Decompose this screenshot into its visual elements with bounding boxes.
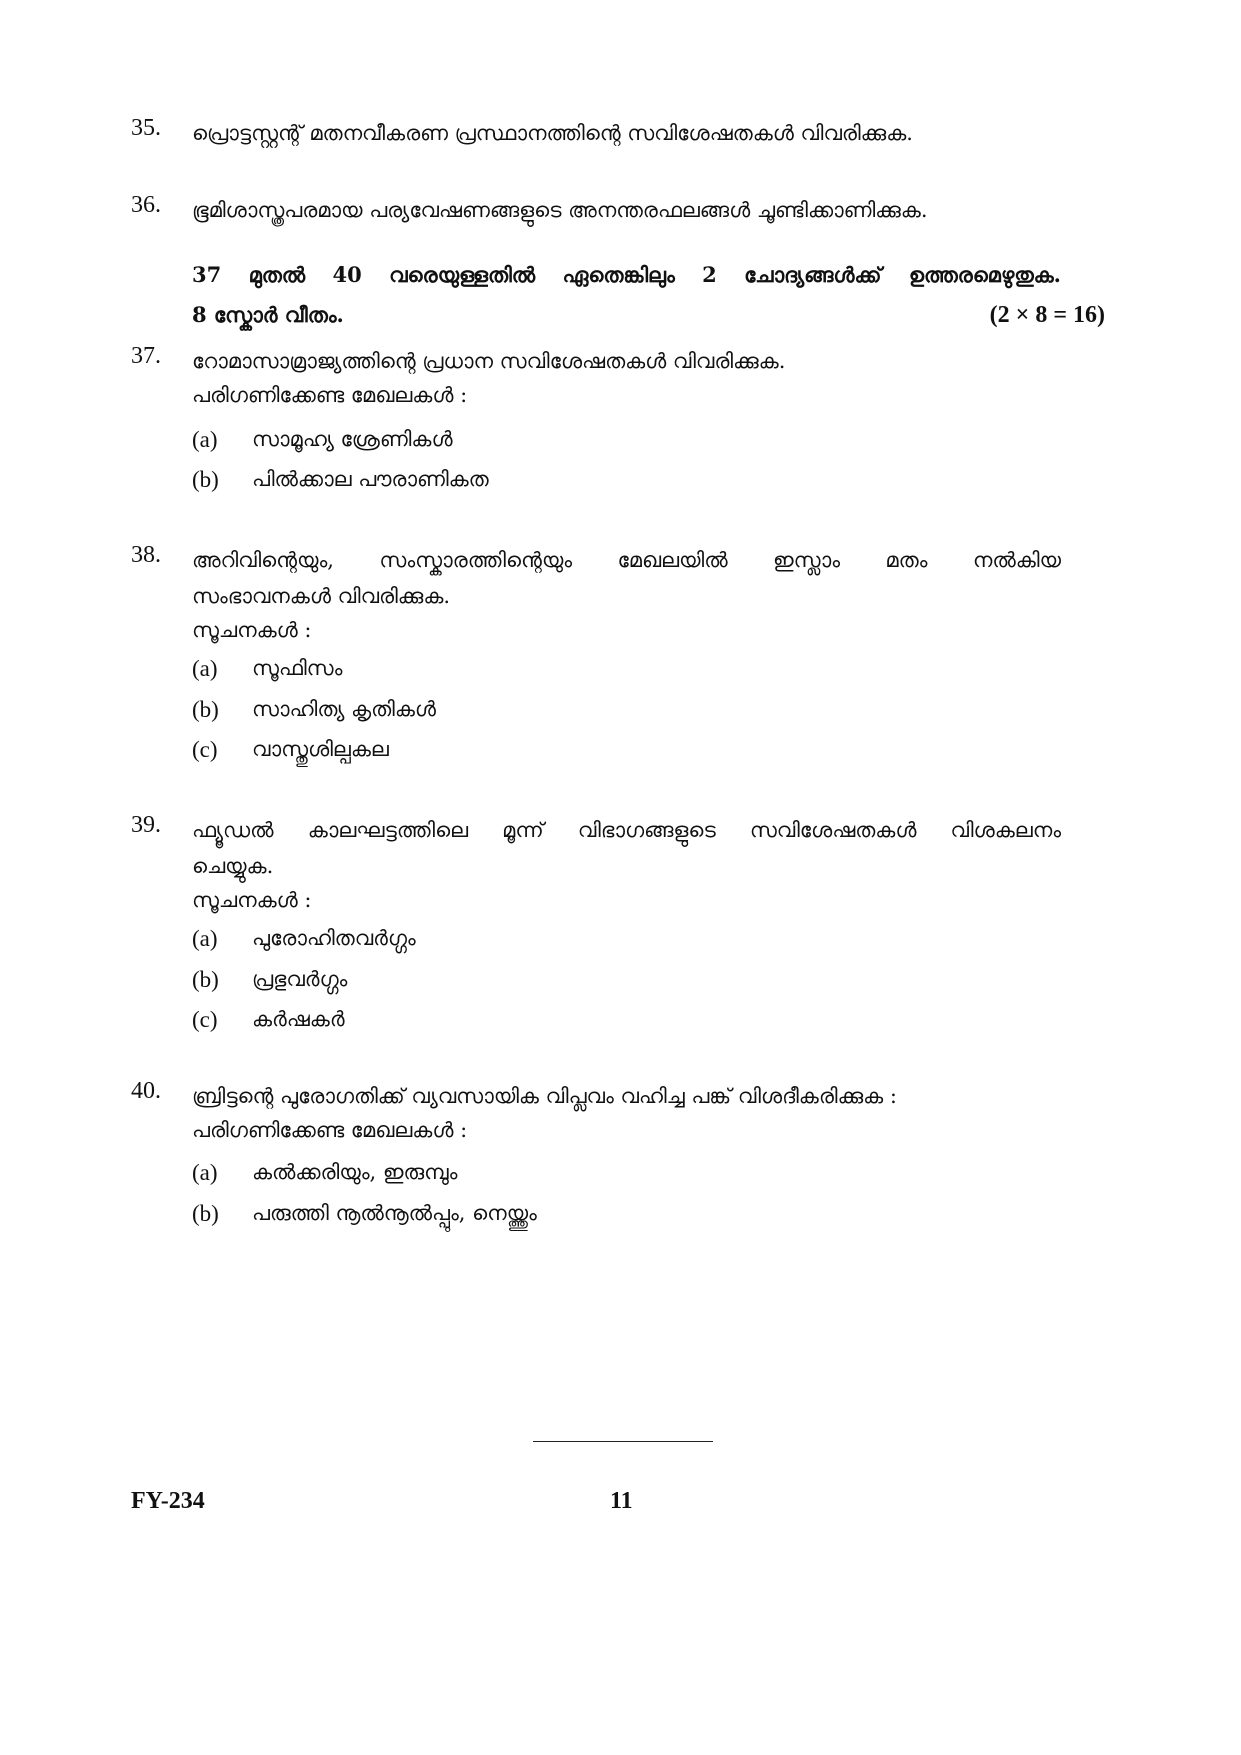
question-number: 40. xyxy=(131,1078,161,1104)
question-text: ഭൂമിശാസ്ത്രപരമായ പര്യവേഷണങ്ങളുടെ അനന്തരഫലങ്ങൾ ചൂണ്ടിക്കാണിക്കുക. xyxy=(192,198,928,222)
question-text-line: സംഭാവനകൾ വിവരിക്കുക. xyxy=(192,584,451,608)
question-37 xyxy=(131,343,1061,503)
hints-heading: സൂചനകൾ : xyxy=(192,888,312,912)
question-number: 39. xyxy=(131,812,161,838)
option-text: പുരോഹിതവർഗ്ഗം xyxy=(252,926,416,950)
instruction-line: 37 മുതൽ 40 വരെയുള്ളതിൽ ഏതെങ്കിലും 2 ചോദ്യങ്ങൾക്ക് ഉത്തരമെഴുതുക. xyxy=(192,262,1061,287)
option-text: കൽക്കരിയും, ഇരുമ്പും xyxy=(252,1160,458,1184)
question-35 xyxy=(131,115,1061,155)
option-label: (a) xyxy=(192,656,218,681)
areas-heading: പരിഗണിക്കേണ്ട മേഖലകൾ : xyxy=(192,1118,468,1142)
question-36 xyxy=(131,192,1061,232)
question-40 xyxy=(131,1078,1061,1238)
option-text: പ്രഭുവർഗ്ഗം xyxy=(252,967,348,991)
marks-total: (2 × 8 = 16) xyxy=(989,302,1105,328)
option-label: (c) xyxy=(192,1007,218,1032)
question-number: 36. xyxy=(131,192,161,218)
option-text: സാഹിത്യ കൃതികൾ xyxy=(252,697,436,721)
hints-heading: സൂചനകൾ : xyxy=(192,618,312,642)
option-text: സൂഫിസം xyxy=(252,656,343,680)
question-text-line: ഫ്യൂഡൽ കാലഘട്ടത്തിലെ മൂന്ന് വിഭാഗങ്ങളുടെ സവിശേഷതകൾ വിശകലനം xyxy=(192,818,1061,842)
option-text: കർഷകർ xyxy=(252,1007,345,1031)
question-number: 35. xyxy=(131,115,161,141)
question-text-line: ചെയ്യുക. xyxy=(192,854,274,878)
option-text: പിൽക്കാല പൗരാണികത xyxy=(252,467,489,491)
option-label: (b) xyxy=(192,1201,219,1226)
question-38 xyxy=(131,542,1061,772)
question-text-line: അറിവിന്റെയും, സംസ്കാരത്തിന്റെയും മേഖലയിൽ ഇസ്ലാം മതം നൽകിയ xyxy=(192,548,1061,572)
option-text: വാസ്തുശില്പകല xyxy=(252,737,389,761)
end-divider xyxy=(533,1441,713,1442)
areas-heading: പരിഗണിക്കേണ്ട മേഖലകൾ : xyxy=(192,383,468,407)
question-text: ബ്രിട്ടന്റെ പുരോഗതിക്ക് വ്യവസായിക വിപ്ലവം വഹിച്ച പങ്ക് വിശദീകരിക്കുക : xyxy=(192,1084,897,1108)
option-text: സാമൂഹ്യ ശ്രേണികൾ xyxy=(252,427,453,451)
question-number: 37. xyxy=(131,343,161,369)
question-number: 38. xyxy=(131,542,161,568)
option-label: (b) xyxy=(192,967,219,992)
question-text: റോമാസാമ്രാജ്യത്തിന്റെ പ്രധാന സവിശേഷതകൾ വിവരിക്കുക. xyxy=(192,349,786,373)
option-label: (c) xyxy=(192,737,218,762)
paper-code: FY-234 xyxy=(131,1488,205,1514)
page-number: 11 xyxy=(610,1488,633,1514)
option-label: (b) xyxy=(192,697,219,722)
question-39 xyxy=(131,812,1061,1042)
section-instruction xyxy=(192,262,1105,342)
score-each: 8 സ്കോർ വീതം. xyxy=(192,302,344,327)
option-label: (a) xyxy=(192,427,218,452)
option-label: (a) xyxy=(192,926,218,951)
option-label: (b) xyxy=(192,467,219,492)
option-text: പരുത്തി നൂൽനൂൽപ്പും, നെയ്ത്തും xyxy=(252,1201,537,1225)
question-text: പ്രൊട്ടസ്റ്റന്റ് മതനവീകരണ പ്രസ്ഥാനത്തിന്റെ സവിശേഷതകൾ വിവരിക്കുക. xyxy=(192,121,913,145)
option-label: (a) xyxy=(192,1160,218,1185)
